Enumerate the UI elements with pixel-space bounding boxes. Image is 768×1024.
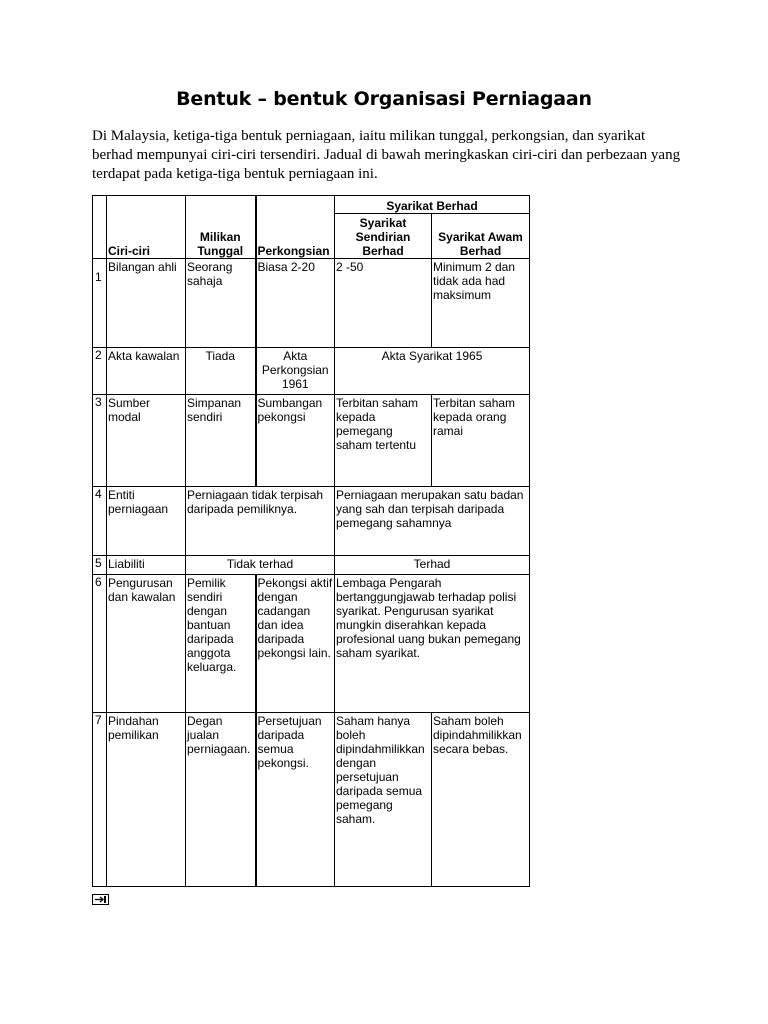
row-number: 5 (93, 556, 107, 575)
cell-perkongsian: Biasa 2-20 (256, 259, 335, 348)
cell-ciri: Liabiliti (107, 556, 186, 575)
cell-ciri: Bilangan ahli (107, 259, 186, 348)
row-number: 2 (93, 348, 107, 395)
cell-bukan-syarikat: Perniagaan tidak terpisah daripada pemiliknya. (186, 487, 335, 556)
cell-perkongsian: Persetujuan daripada semua pekongsi. (256, 713, 335, 887)
cell-awam: Minimum 2 dan tidak ada had maksimum (432, 259, 530, 348)
cell-sendirian: Terbitan saham kepada pemegang saham tertentu (335, 395, 432, 487)
comparison-table (92, 195, 530, 887)
cell-ciri: Pindahan pemilikan (107, 713, 186, 887)
table-row (93, 713, 530, 887)
cell-milikan: Seorang sahaja (186, 259, 256, 348)
header-ciri: Ciri-ciri (107, 196, 186, 259)
header-milikan: Milikan Tunggal (186, 196, 256, 259)
cell-perkongsian: Akta Perkongsian 1961 (256, 348, 335, 395)
row-number: 4 (93, 487, 107, 556)
table-row (93, 395, 530, 487)
cell-milikan: Degan jualan perniagaan. (186, 713, 256, 887)
cell-milikan: Pemilik sendiri dengan bantuan daripada anggota keluarga. (186, 575, 256, 713)
cell-ciri: Pengurusan dan kawalan (107, 575, 186, 713)
row-number: 7 (93, 713, 107, 887)
row-number: 3 (93, 395, 107, 487)
table-header-row-group (93, 196, 530, 214)
table-row (93, 259, 530, 348)
cell-milikan: Simpanan sendiri (186, 395, 256, 487)
header-perkongsian: Perkongsian (256, 196, 335, 259)
cell-ciri: Akta kawalan (107, 348, 186, 395)
cell-syarikat: Akta Syarikat 1965 (335, 348, 530, 395)
page-title: Bentuk – bentuk Organisasi Perniagaan (176, 88, 592, 110)
table-row (93, 487, 530, 556)
intro-paragraph: Di Malaysia, ketiga-tiga bentuk perniagaan, iaitu milikan tunggal, perkongsian, dan syarikat berhad mempunyai ciri-ciri tersendiri. Jadual di bawah meringkaskan ciri-ciri dan perbezaan yang terdapat pada ketiga-tiga bentuk perniagaan ini. (92, 128, 681, 182)
header-sendirian: Syarikat Sendirian Berhad (335, 214, 432, 259)
table-row (93, 348, 530, 395)
row-number: 1 (93, 259, 107, 348)
cell-ciri: Entiti perniagaan (107, 487, 186, 556)
cell-ciri: Sumber modal (107, 395, 186, 487)
page-arrow-icon[interactable] (92, 894, 109, 905)
cell-perkongsian: Sumbangan pekongsi (256, 395, 335, 487)
cell-awam: Saham boleh dipindahmilikkan secara bebas. (432, 713, 530, 887)
cell-awam: Terbitan saham kepada orang ramai (432, 395, 530, 487)
row-number: 6 (93, 575, 107, 713)
cell-milikan: Tiada (186, 348, 256, 395)
cell-syarikat: Terhad (335, 556, 530, 575)
table-row (93, 575, 530, 713)
cell-syarikat: Lembaga Pengarah bertanggungjawab terhadap polisi syarikat. Pengurusan syarikat mungkin diserahkan kepada profesional uang bukan pemegang saham syarikat. (335, 575, 530, 713)
cell-sendirian: Saham hanya boleh dipindahmilikkan dengan persetujuan daripada semua pemegang saham. (335, 713, 432, 887)
header-awam: Syarikat Awam Berhad (432, 214, 530, 259)
cell-syarikat: Perniagaan merupakan satu badan yang sah dan terpisah daripada pemegang sahamnya (335, 487, 530, 556)
header-syarikat-berhad: Syarikat Berhad (335, 196, 530, 214)
header-num-cell (93, 196, 107, 259)
cell-sendirian: 2 -50 (335, 259, 432, 348)
cell-perkongsian: Pekongsi aktif dengan cadangan dan idea daripada pekongsi lain. (256, 575, 335, 713)
table-row (93, 556, 530, 575)
cell-bukan-syarikat: Tidak terhad (186, 556, 335, 575)
